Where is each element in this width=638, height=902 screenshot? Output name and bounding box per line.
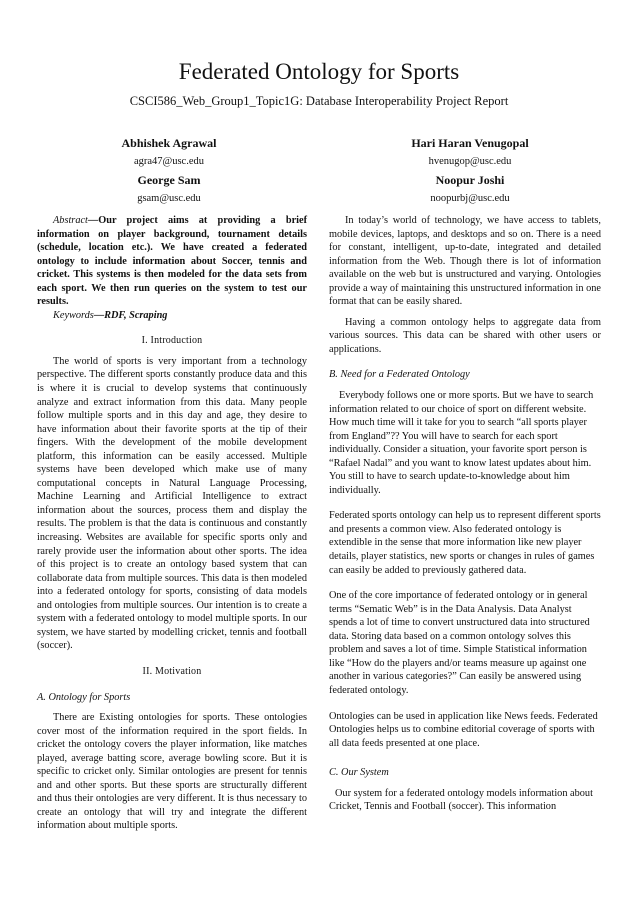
subsection-heading-ontology: A. Ontology for Sports: [37, 691, 131, 703]
author-block: [69, 136, 269, 169]
need-paragraph-2: Federated sports ontology can help us to represent different sports and presents a common view. Also federated ontology is extendible in the sense that more information like new player details, player statistics, new sports or changes in rules of games can easily be added to previously gathered data.: [329, 510, 601, 576]
author-name: Hari Haran Venugopal: [411, 136, 529, 150]
author-name: Abhishek Agrawal: [121, 136, 217, 150]
intro-paragraph-2: Having a common ontology helps to aggregate data from various sources. This data can be shared with other users or applications.: [329, 316, 601, 355]
subsection-heading-need: B. Need for a Federated Ontology: [329, 369, 470, 381]
author-block: [370, 136, 570, 169]
section-heading-motivation: II. Motivation: [142, 665, 202, 677]
author-name: Noopur Joshi: [435, 173, 505, 187]
paper-title: Federated Ontology for Sports: [178, 59, 460, 84]
author-email: gsam@usc.edu: [137, 193, 201, 204]
author-block: [370, 173, 570, 206]
intro-paragraph-1: In today’s world of technology, we have access to tablets, mobile devices, laptops, and desktops and so on. There is a need for constant, intelligent, up-to-date, integrated and detailed information from the Web. Though there is lot of information available on the web but is unstructured and varying. Ontologies provide a way of maintaining this unstructured information in one format that can be easily shared.: [329, 215, 601, 308]
introduction-paragraph: The world of sports is very important from a technology perspective. The different sports constantly produce data and this is where it is crucial to develop systems that continuously analyze and extract information from this data. Many people follow multiple sports and in this day and age, they desire to have information about their favorite sports at the tip of their fingers. With the development of the mobile development platform, this information can be easily accessed. Multiple systems have been developed which make use of many computational concepts in Natural Language Processing, Machine Learning and Artificial Intelligence to extract information about the sources, process them and display the results. The problem is that the data is continuous and constantly increasing. Websites are available for specific sports only and rarely provide user the information about other sports. The idea of this project is to create an ontology based system that can collaborate data from multiple sources. This data is then modeled into a federated ontology for sports, consisting of data models and ontologies from multiple sources. Our intention is to create a system with a federated ontology to model multiple sports. In our system, we have started by modelling cricket, tennis and football (soccer).: [37, 355, 307, 652]
need-paragraph-4: Ontologies can be used in application like News feeds. Federated Ontologies helps us to combine editorial coverage of sports with all data feeds presented at one place.: [329, 710, 598, 749]
left-column: [37, 214, 307, 833]
author-email: noopurbj@usc.edu: [430, 193, 510, 204]
need-paragraph-3: One of the core importance of federated ontology or in general terms “Sematic Web” is in the Data Analysis. Data Analyst spends a lot of time to convert unstructured data into structured data. Storing data based on a common ontology solves this problem and saves a lot of time. Simple Statistical information like “How do the players and/or teams measure up against one another in various categories?” Can easily be answered using federated ontology.: [329, 590, 590, 696]
abstract: [37, 214, 307, 309]
abstract-text: —Our project aims at providing a brief information on player background, tournament details (schedule, location etc.). We have created a federated ontology to include information about Soccer, tennis and cricket. This systems is then modeled for the data sets from each sport. We then run queries on the system to test our results.: [37, 215, 307, 308]
author-email: hvenugop@usc.edu: [428, 156, 512, 167]
author-block: [69, 173, 269, 206]
keywords-text: —RDF, Scraping: [93, 309, 168, 321]
keywords: [37, 309, 307, 323]
system-paragraph: Our system for a federated ontology models information about Cricket, Tennis and Football (soccer). This information: [329, 787, 593, 813]
subsection-heading-system: C. Our System: [329, 767, 389, 779]
section-heading-introduction: I. Introduction: [141, 335, 203, 347]
right-column: [329, 214, 601, 814]
need-paragraph-1: Everybody follows one or more sports. But we have to search information related to our choice of sport on different website. How much time will it take for you to search “all sports player from England”?? You will have to search for each sport individually. Consider a situation, your favorite sport person is “Rafael Nadal” and you want to know latest updates about him. You still to have to search update-to-knowledge about him individually.: [329, 390, 594, 496]
author-name: George Sam: [137, 173, 201, 187]
ontology-paragraph: There are Existing ontologies for sports. These ontologies cover most of the information required in the sport fields. In cricket the ontology covers the player information, like matches played, average batting score, average bowling score. But it is specific to cricket only. Similar ontologies are present for tennis and and other sports. But these sports are structurally different and thus their ontologies are very different. It is thus necessary to create an ontology that will try and integrate the different information about multiple sports.: [37, 712, 307, 832]
abstract-label: Abstract: [53, 215, 88, 226]
paper-subtitle: CSCI586_Web_Group1_Topic1G: Database Interoperability Project Report: [129, 94, 509, 108]
keywords-label: Keywords: [53, 309, 94, 321]
author-email: agra47@usc.edu: [133, 156, 205, 167]
